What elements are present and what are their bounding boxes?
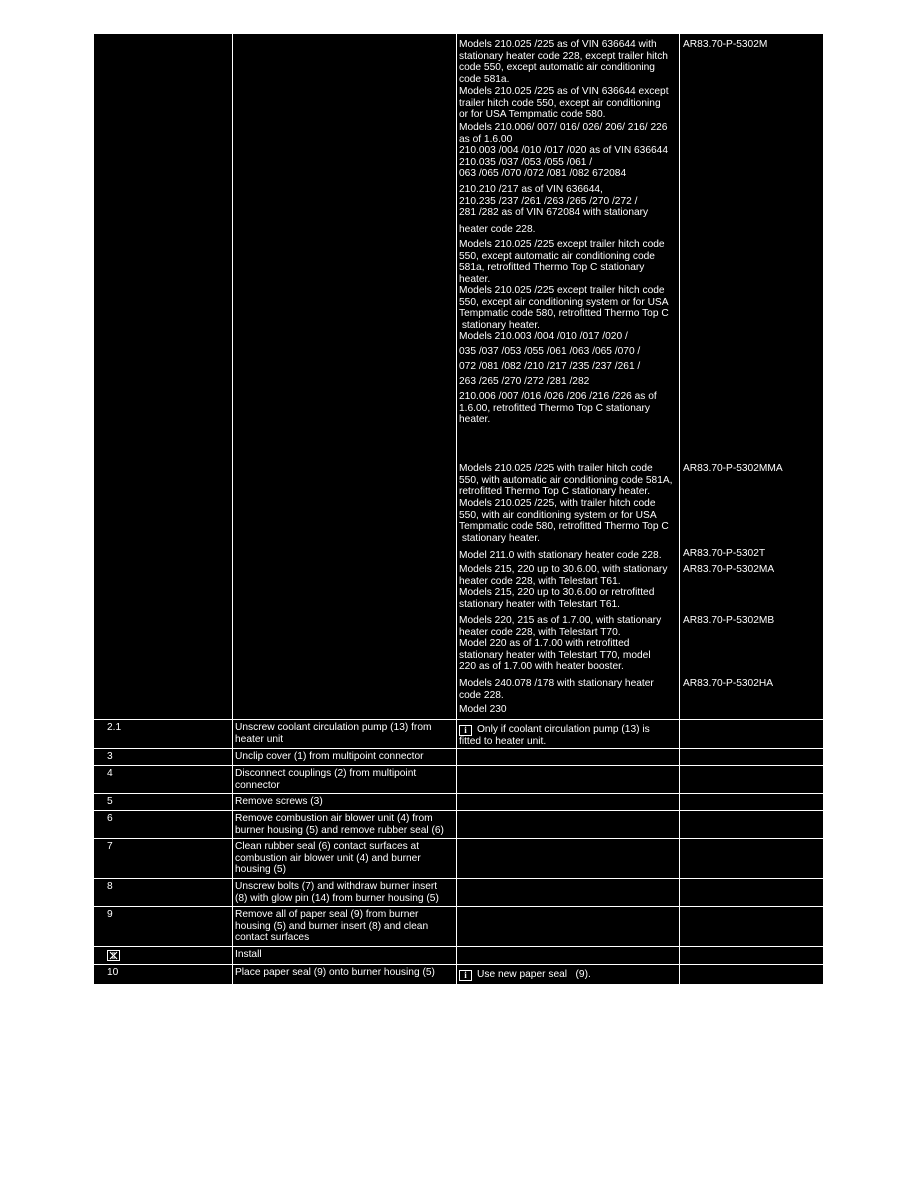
step-action: Remove all of paper seal (9) from burner housing (5) and burner insert (8) and clean contact surfaces xyxy=(235,909,429,944)
row-divider xyxy=(94,878,823,879)
row-divider xyxy=(94,793,823,794)
step-note-text: Only if coolant circulation pump (13) is fitted to heater unit. xyxy=(459,724,650,747)
model-note: Models 215, 220 up to 30.6.00 or retrofitted stationary heater with Telestart T61. xyxy=(459,587,655,610)
model-note: Models 240.078 /178 with stationary heater code 228. xyxy=(459,678,654,701)
reference-link[interactable]: AR83.70-P-5302MMA xyxy=(683,463,783,474)
model-note: Models 220, 215 as of 1.7.00, with stationary heater code 228, with Telestart T70. Model 220 as of 1.7.00 with retrofitted stationary heater with Telestart T70, model 220 as of 1.7.00 with heater booster. xyxy=(459,615,662,673)
install-icon xyxy=(107,950,120,961)
model-note: Models 210.003 /004 /010 /017 /020 / xyxy=(459,331,628,342)
step-number: 8 xyxy=(107,881,113,892)
model-note: 035 /037 /053 /055 /061 /063 /065 /070 / xyxy=(459,346,641,357)
model-note: Models 210.025 /225, with trailer hitch code 550, with air conditioning system or for USA Tempmatic code 580, retrofitted Thermo Top C stationary heater. xyxy=(459,498,669,544)
step-action: Remove combustion air blower unit (4) from burner housing (5) and remove rubber seal (6) xyxy=(235,813,444,836)
step-action: Unclip cover (1) from multipoint connector xyxy=(235,751,424,762)
row-divider xyxy=(94,765,823,766)
model-note: 210.003 /004 /010 /017 /020 as of VIN 636644 210.035 /037 /053 /055 /061 / 063 /065 /070 /072 /081 /082 672084 xyxy=(459,145,669,180)
install-icon-glyph xyxy=(108,951,119,960)
model-note: 072 /081 /082 /210 /217 /235 /237 /261 / xyxy=(459,361,641,372)
info-icon: i xyxy=(459,970,472,981)
step-number: 2.1 xyxy=(107,722,122,733)
model-note: 210.006 /007 /016 /026 /206 /216 /226 as of 1.6.00, retrofitted Thermo Top C stationary heater. xyxy=(459,391,657,426)
step-number: 6 xyxy=(107,813,113,824)
model-note: Models 210.025 /225 except trailer hitch code 550, except air conditioning system or for USA Tempmatic code 580, retrofitted Thermo Top C stationary heater. xyxy=(459,285,669,331)
step-note xyxy=(459,969,591,981)
step-note xyxy=(459,724,650,748)
model-note: Models 210.006/ 007/ 016/ 026/ 206/ 216/ 226 as of 1.6.00 xyxy=(459,122,668,145)
step-number: 3 xyxy=(107,751,113,762)
model-note: Model 230 xyxy=(459,704,507,715)
reference-link[interactable]: AR83.70-P-5302MB xyxy=(683,615,775,626)
column-divider xyxy=(232,34,233,984)
step-action: Unscrew coolant circulation pump (13) from heater unit xyxy=(235,722,432,745)
model-note: 263 /265 /270 /272 /281 /282 xyxy=(459,376,590,387)
step-action: Unscrew bolts (7) and withdraw burner insert (8) with glow pin (14) from burner housing (5) xyxy=(235,881,439,904)
row-divider xyxy=(94,748,823,749)
row-divider xyxy=(94,906,823,907)
model-note: Model 211.0 with stationary heater code 228. xyxy=(459,550,662,561)
repair-procedure-table xyxy=(93,33,824,985)
row-divider xyxy=(94,719,823,720)
row-divider xyxy=(94,838,823,839)
model-note: Models 210.025 /225 with trailer hitch code 550, with automatic air conditioning code 581A, retrofitted Thermo Top C stationary heater. xyxy=(459,463,673,498)
step-note-text: Use new paper seal (9). xyxy=(477,969,591,980)
reference-link[interactable]: AR83.70-P-5302M xyxy=(683,39,768,50)
row-divider xyxy=(94,946,823,947)
step-number: 10 xyxy=(107,967,119,978)
step-number: 5 xyxy=(107,796,113,807)
row-divider xyxy=(94,964,823,965)
row-divider xyxy=(94,810,823,811)
model-note: Models 215, 220 up to 30.6.00, with stationary heater code 228, with Telestart T61. xyxy=(459,564,668,587)
step-number: 4 xyxy=(107,768,113,779)
step-number: 7 xyxy=(107,841,113,852)
step-action: Install xyxy=(235,949,262,960)
info-icon: i xyxy=(459,725,472,736)
model-note: heater code 228. xyxy=(459,224,536,235)
column-divider xyxy=(456,34,457,984)
column-divider xyxy=(679,34,680,984)
reference-link[interactable]: AR83.70-P-5302HA xyxy=(683,678,774,689)
step-action: Place paper seal (9) onto burner housing (5) xyxy=(235,967,435,978)
step-action: Clean rubber seal (6) contact surfaces at combustion air blower unit (4) and burner housing (5) xyxy=(235,841,421,876)
model-note: Models 210.025 /225 except trailer hitch code 550, except automatic air conditioning code 581a, retrofitted Thermo Top C stationary heater. xyxy=(459,239,665,285)
step-action: Remove screws (3) xyxy=(235,796,323,807)
model-note: 210.210 /217 as of VIN 636644, 210.235 /237 /261 /263 /265 /270 /272 / 281 /282 as of VIN 672084 with stationary xyxy=(459,184,649,219)
model-note: Models 210.025 /225 as of VIN 636644 except trailer hitch code 550, except air conditioning or for USA Tempmatic code 580. xyxy=(459,86,669,121)
step-action: Disconnect couplings (2) from multipoint connector xyxy=(235,768,417,791)
reference-link[interactable]: AR83.70-P-5302MA xyxy=(683,564,775,575)
reference-link[interactable]: AR83.70-P-5302T xyxy=(683,548,766,559)
model-note: Models 210.025 /225 as of VIN 636644 with stationary heater code 228, except trailer hitch code 550, except automatic air conditioning code 581a. xyxy=(459,39,668,85)
step-number: 9 xyxy=(107,909,113,920)
